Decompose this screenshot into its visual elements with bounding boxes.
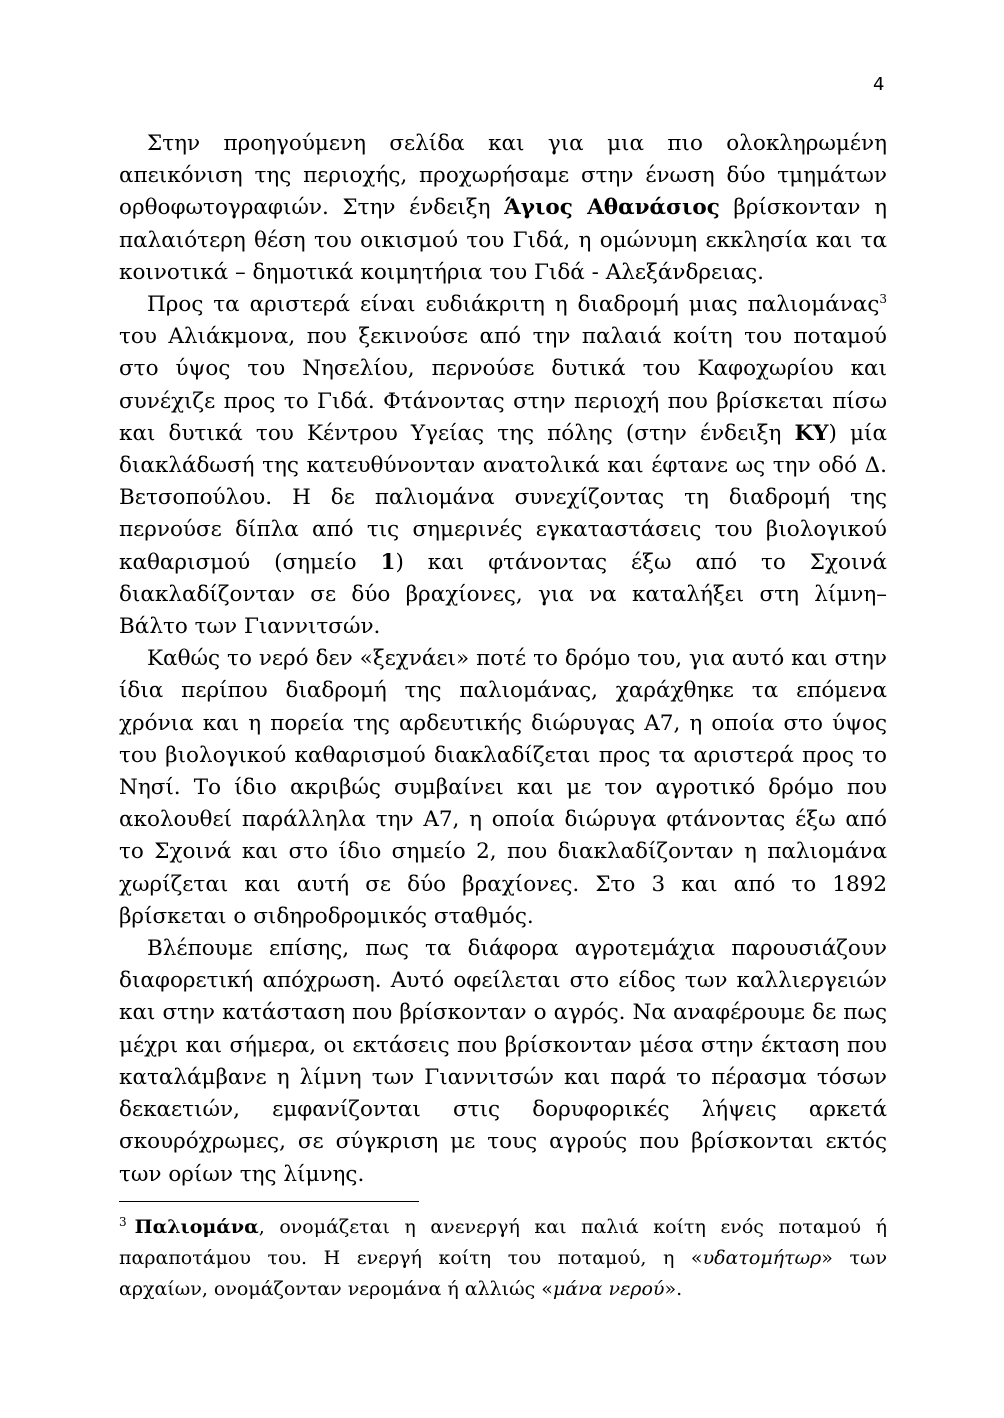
body-text <box>119 128 887 1191</box>
footnote-divider <box>119 1201 419 1202</box>
footnote-italic-term-1: υδατομήτωρ <box>702 1247 822 1269</box>
label-ky: ΚΥ <box>794 420 829 446</box>
paragraph-1-text-b: βρίσκονταν η παλαιότερη θέση του οικισμού του Γιδά, η ομώνυμη εκκλησία και τα κοινοτικά – δημοτικά κοιμητήρια του Γιδά - Αλεξάνδρειας. <box>119 195 887 285</box>
footnote-text-b: » των αρχαίων, ονομάζονταν νερομάνα ή αλλιώς « <box>119 1247 887 1300</box>
paragraph-2-text-b: του Αλιάκμονα, που ξεκινούσε από την παλαιά κοίτη του ποταμού στο ύψος του Νησελίου, περνούσε δυτικά του Καφοχωρίου και συνέχιζε προς το Γιδά. Φτάνοντας στην περιοχή που βρίσκεται πίσω και δυτικά του Κέντρου Υγείας της πόλης (στην ένδειξη <box>119 324 887 446</box>
paragraph-3 <box>119 643 887 933</box>
footnote-term: Παλιομάνα <box>134 1216 259 1238</box>
place-name-agios-athanasios: Άγιος Αθανάσιος <box>504 195 720 221</box>
footnote-reference[interactable]: 3 <box>879 291 887 306</box>
paragraph-4 <box>119 933 887 1191</box>
paragraph-2 <box>119 289 887 643</box>
footnote-text-a: , ονομάζεται η ανενεργή και παλιά κοίτη ενός ποταμού ή παραποτάμου του. Η ενεργή κοίτη του ποταμού, η « <box>119 1216 887 1269</box>
paragraph-2-text-c: ) μία διακλάδωσή της κατευθύνονταν ανατολικά και έφτανε ως την οδό Δ. Βετσοπούλου. Η δε παλιομάνα συνεχίζοντας τη διαδρομή της περνούσε δίπλα από τις σημερινές εγκαταστάσεις του βιολογικού καθαρισμού (σημείο <box>119 420 887 575</box>
footnote-italic-term-2: μάνα νερού <box>552 1278 665 1300</box>
page-number: 4 <box>873 74 885 95</box>
footnote <box>119 1212 887 1305</box>
paragraph-1-text-a: Στην προηγούμενη σελίδα και για μια πιο ολοκληρωμένη απεικόνιση της περιοχής, προχωρήσαμε στην ένωση δύο τμημάτων ορθοφωτογραφιών. Στην ένδειξη <box>119 131 887 221</box>
paragraph-2-text-d: ) και φτάνοντας έξω από το Σχοινά διακλαδίζονταν σε δύο βραχίονες, για να καταλήξει στη λίμνη– Βάλτο των Γιαννιτσών. <box>119 549 887 640</box>
paragraph-3-text: Καθώς το νερό δεν «ξεχνάει» ποτέ το δρόμο του, για αυτό και στην ίδια περίπου διαδρομή της παλιομάνας, χαράχθηκε τα επόμενα χρόνια και η πορεία της αρδευτικής διώρυγας Α7, η οποία στο ύψος του βιολογικού καθαρισμού διακλαδίζεται προς τα αριστερά προς το Νησί. Το ίδιο ακριβώς συμβαίνει και με τον αγροτικό δρόμο που ακολουθεί παράλληλα την Α7, η οποία διώρυγα φτάνοντας έξω από το Σχοινά και στο ίδιο σημείο 2, που διακλαδίζονταν η παλιομάνα χωρίζεται και αυτή σε δύο βραχίονες. Στο 3 και από το 1892 βρίσκεται ο σιδηροδρομικός σταθμός. <box>119 646 887 929</box>
paragraph-2-text-a: Προς τα αριστερά είναι ευδιάκριτη η διαδρομή μιας παλιομάνας <box>147 292 880 318</box>
footnote-text-c: ». <box>664 1278 683 1300</box>
footnote-mark: 3 <box>119 1214 127 1229</box>
paragraph-1 <box>119 128 887 289</box>
label-point-1: 1 <box>380 549 396 575</box>
paragraph-4-text: Βλέπουμε επίσης, πως τα διάφορα αγροτεμάχια παρουσιάζουν διαφορετική απόχρωση. Αυτό οφείλεται στο είδος των καλλιεργειών και στην κατάσταση που βρίσκονταν ο αγρός. Να αναφέρουμε δε πως μέχρι και σήμερα, οι εκτάσεις που βρίσκονταν μέσα στην έκταση που καταλάμβανε η λίμνη των Γιαννιτσών και παρά το πέρασμα τόσων δεκαετιών, εμφανίζονται στις δορυφορικές λήψεις αρκετά σκουρόχρωμες, σε σύγκριση με τους αγρούς που βρίσκονται εκτός των ορίων της λίμνης. <box>119 936 887 1187</box>
